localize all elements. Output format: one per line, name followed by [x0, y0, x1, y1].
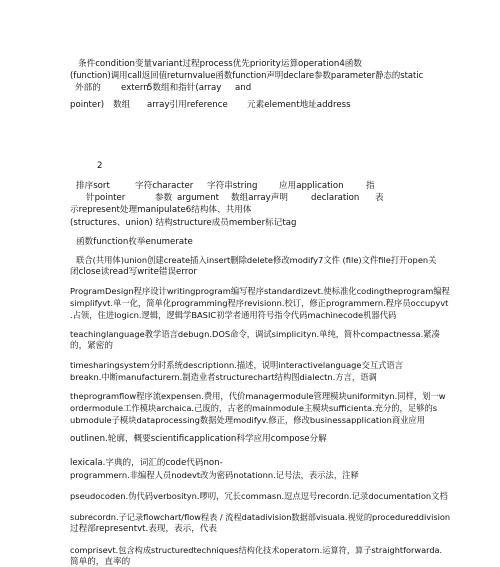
paragraph-line: lexicala.字典的，词汇的code代码non- [70, 458, 223, 468]
text-line: (structures、union) 结构structure成员member标记tag [70, 218, 297, 228]
text-cell: declaration [311, 193, 360, 203]
paragraph-line: breakn.中断manufacturern.制造业者structurechart结构图dialectn.方言，语调 [70, 372, 377, 382]
text-cell: 外部的 [75, 83, 101, 93]
paragraph-line: ProgramDesign程序设计writingprogram编写程序standardizevt.使标准化codingtheprogram编程 [70, 286, 450, 296]
text-cell: pointer) [70, 100, 105, 110]
paragraph-line: 的，紧密的 [70, 341, 113, 351]
paragraph-line: 过程部representvt.表现，表示，代表 [70, 524, 218, 534]
paragraph-line: 简单的，直率的 [70, 557, 131, 567]
text-cell: 应用application [279, 181, 344, 191]
text-cell: 数组 [113, 100, 131, 110]
text-cell: argument [177, 193, 220, 203]
text-cell: 指 [366, 181, 375, 191]
paragraph-line: theprogramflow程序流expensen.费用，代价managermodule管理模块uniformityn.同样，划一w [70, 391, 446, 401]
text-cell: extern [121, 83, 149, 93]
text-cell: and [235, 83, 252, 93]
paragraph-line: comprisevt.包含构成structuredtechniques结构化技术operatorn.运算符，算子straightforwarda. [70, 545, 443, 555]
paragraph-line: subrecordn.子记录flowchart/flow程表 / 流程datadivision数据部visuala.视觉的procedureddivision [70, 512, 451, 522]
paragraph-line: pseudocoden.伪代码verbosityn.啰叨，冗长commasn.逗点逗号recordn.记录documentation文档 [70, 491, 448, 501]
paragraph-line: ordermodule工作模块archaica.己废的，古老的mainmodule主模块sufficienta.充分的，足够的s [70, 403, 438, 413]
text-cell: 字符character [135, 181, 194, 191]
text-cell: 元素element地址address [247, 100, 351, 110]
paragraph-line: teachinglanguage教学语言debugn.DOS命令，调试simplicityn.单纯，简朴compactnessa.紧凑 [70, 329, 440, 339]
text-cell: 5数组和指针(array [147, 83, 222, 93]
text-cell: 表 [375, 193, 384, 203]
text-cell: array引用reference [147, 100, 228, 110]
text-line: (function)调用call返回值returnvalue函数function声明declare参数parameter静态的static [70, 70, 424, 80]
text-cell: 字符串string [207, 181, 258, 191]
text-line: 示represent处理manipulate6结构体、共用体 [70, 205, 252, 215]
text-line: 联合(共用体)union创建create插入insert删除delete修改modify7文件 (file)文件file打开open关 [76, 255, 437, 265]
paragraph-line: timesharingsystem分时系统descriptionn.描述，说明interactivelanguage交互式语言 [70, 360, 404, 370]
text-cell: 排序sort [76, 181, 110, 191]
paragraph-line: ubmodule子模块dataprocessing数据处理modifyv.修正，修改businessapplication商业应用 [70, 415, 426, 425]
text-cell: 针pointer [86, 193, 126, 203]
section-number: 2 [97, 161, 103, 171]
paragraph-line: outlinen.轮廓，概要scientificapplication科学应用compose分解 [70, 434, 327, 444]
text-cell: 参数 [155, 193, 173, 203]
text-line: 条件condition变量variant过程process优先priority运算operation4函数 [78, 59, 362, 69]
paragraph-line: .占领，住进logicn.逻辑，逻辑学BASIC初学者通用符号指令代码machinecode机器代码 [70, 310, 397, 320]
text-line: 函数function枚举enumerate [76, 237, 193, 247]
text-cell: 数组array声明 [231, 193, 288, 203]
paragraph-line: simplifyvt.单一化，简单化programming程序revisionn.校订，修正programmern.程序员occupyvt [70, 298, 449, 308]
text-line: 闭close读read写write错误error [70, 267, 197, 277]
paragraph-line: programmern.非编程人员nodevt改为密码notationn.记号法，表示法，注释 [70, 470, 359, 480]
